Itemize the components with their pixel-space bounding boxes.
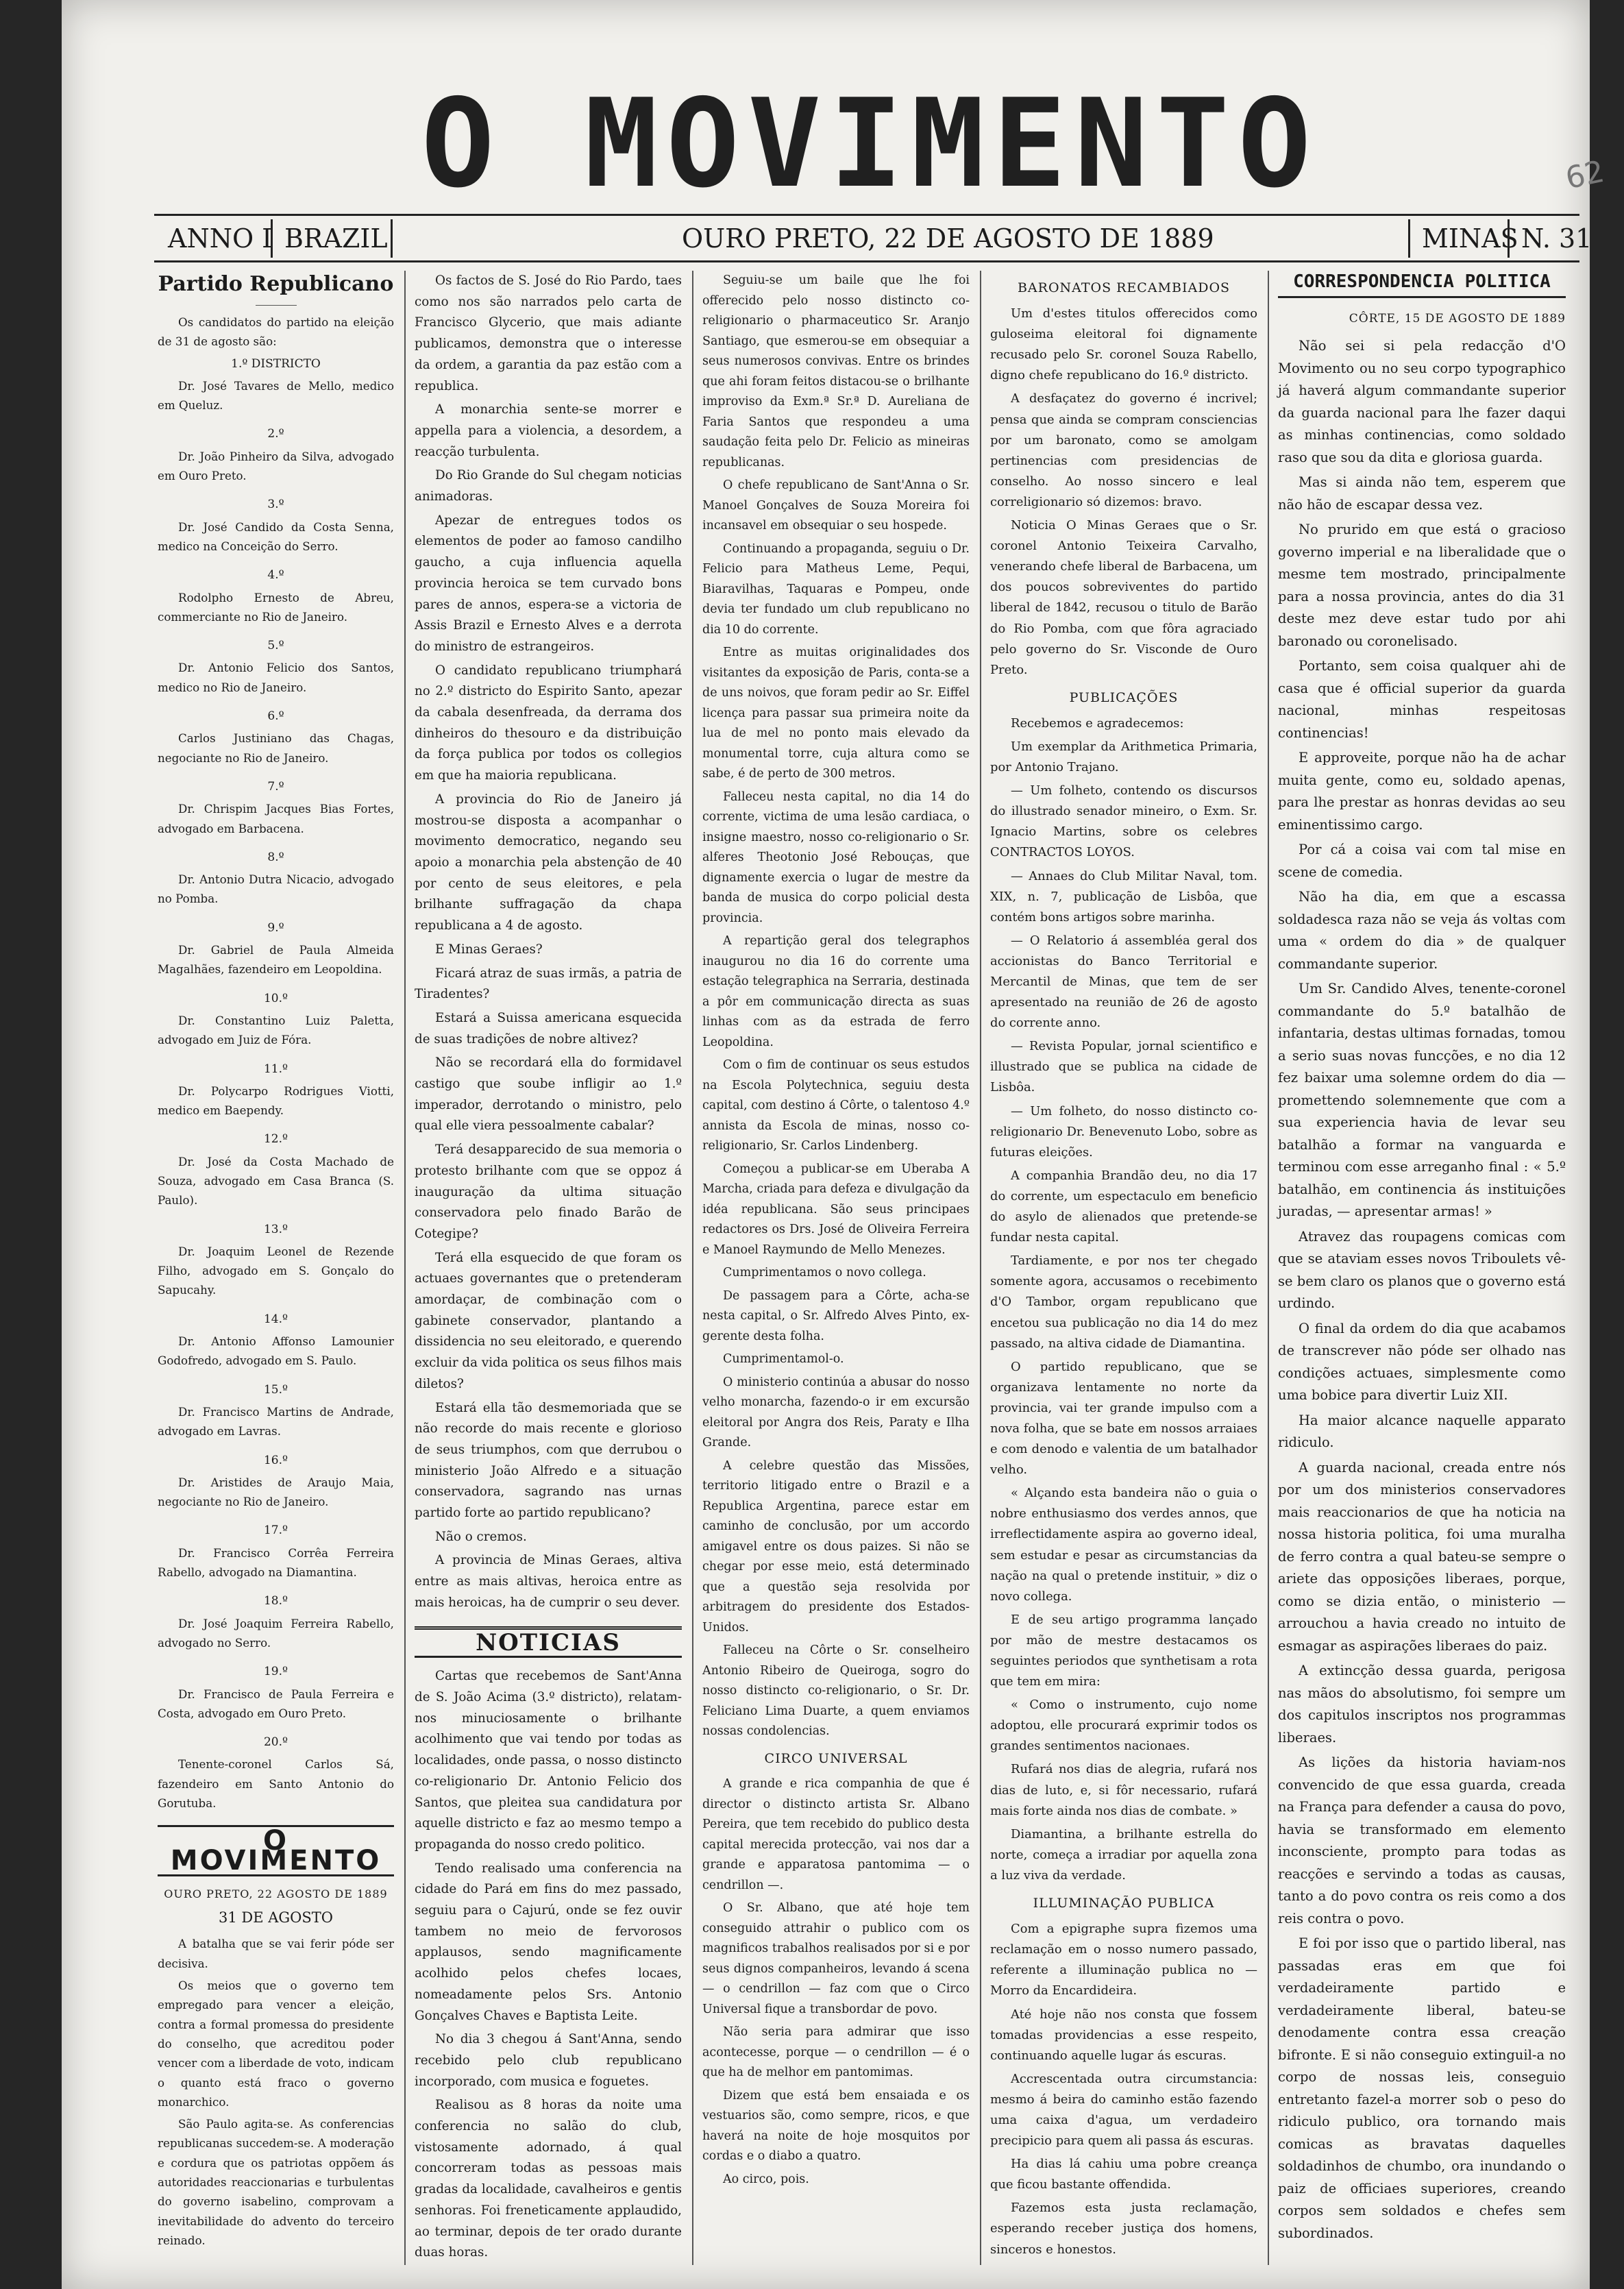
paragraph: O final da ordem do dia que acabamos de transcrever não póde ser olhado nas condições actuaes, simplesmente como uma bobice para divertir Luiz XII. bbox=[1278, 1320, 1566, 1403]
paragraph: São Paulo agita-se. As conferencias republicanas succedem-se. A moderação e cordura que os patriotas oppõem ás autoridades reaccionarias e turbulentas do governo isabelino, comprovam a inevitabilidade do advento do terceiro reinado. bbox=[158, 2117, 394, 2247]
candidate-entry: Dr. Antonio Affonso Lamounier Godofredo, advogado em S. Paulo. bbox=[158, 1334, 394, 1368]
newspaper-page bbox=[62, 0, 1608, 2289]
paragraph: « Alçando esta bandeira não o guia o nobre enthusiasmo dos verdes annos, que irreflectidamente aspira ao governo ideal, sem estudar e pesar as circumstancias da nação na qual o pretende instituir, » diz o novo collega. bbox=[990, 1486, 1257, 1604]
iluminacao-heading: ILLUMINAÇÃO PUBLICA bbox=[1033, 1896, 1215, 1911]
paragraph: A monarchia sente-se morrer e appella para a violencia, a desordem, a reacção turbulenta. bbox=[415, 402, 682, 459]
paragraph: A provincia de Minas Geraes, altiva entre as mais altivas, heroica entre as mais heroicas, ha de cumprir o seu dever. bbox=[415, 1553, 682, 1610]
paragraph: — Um folheto, do nosso distincto co-religionario Dr. Benevenuto Lobo, sobre as futuras eleições. bbox=[990, 1103, 1257, 1160]
district-label: 13.º bbox=[263, 1222, 288, 1236]
separator bbox=[391, 219, 393, 258]
column-rule bbox=[404, 271, 406, 2265]
district-label: 20.º bbox=[263, 1735, 288, 1750]
noticias-body bbox=[415, 1666, 682, 2264]
paragraph: Falleceu na Côrte o Sr. conselheiro Antonio Ribeiro de Queiroga, sogro do nosso distincto co-religionario, o Sr. Dr. Feliciano Lima Duarte, a quem enviamos nossas condolencias. bbox=[702, 1643, 970, 1738]
column-rule bbox=[692, 271, 693, 2265]
baronatos-heading: BARONATOS RECAMBIADOS bbox=[1017, 280, 1231, 295]
paragraph: Começou a publicar-se em Uberaba A Marcha, criada para defeza e divulgação da idéa republicana. São seus principaes redactores os Drs. José de Oliveira Ferreira e Manoel Raymundo de Mello Menezes. bbox=[702, 1162, 970, 1257]
paragraph: Realisou as 8 horas da noite uma conferencia no salão do club, vistosamente adornado, á qual concorreram todas as pessoas mais gradas da localidade, cavalheiros e gentis senhoras. Foi freneticamente applaudido, ao terminar, depois de ter orado durante duas horas. bbox=[415, 2098, 682, 2260]
paragraph: Terá desapparecido de sua memoria o protesto brilhante com que se oppoz á inauguração da ultima situação conservadora pelo finado Barão de Cotegipe? bbox=[415, 1142, 682, 1241]
editorial-body bbox=[158, 1934, 394, 2250]
column-partido-republicano bbox=[158, 271, 394, 2272]
paragraph: O Sr. Albano, que até hoje tem conseguido attrahir o publico com os magnificos trabalhos realisados por si e por seus dignos companheiros, levando á scena — o cendrillon — faz com que o Circo Universal fique a transbordar de povo. bbox=[702, 1901, 970, 2016]
paragraph: A grande e rica companhia de que é director o distincto artista Sr. Albano Pereira, que tem recebido do publico desta capital merecida protecção, vai nos dar a grande e apparatosa pantomima — o cendrillon —. bbox=[702, 1777, 970, 1892]
district-label: 16.º bbox=[263, 1453, 288, 1467]
place-date: OURO PRETO, 22 DE AGOSTO DE 1889 bbox=[682, 223, 1214, 254]
paragraph: Mas si ainda não tem, esperem que não hão de escapar dessa vez. bbox=[1278, 474, 1566, 513]
paragraph: O partido republicano, que se organizava lentamente no norte da provincia, vai ter grande impulso com a nova folha, que se bate em nossos arraiaes e com denodo e valentia de um batalhador velho. bbox=[990, 1359, 1257, 1478]
issue-info-bar bbox=[154, 218, 1592, 259]
paragraph: Os meios que o governo tem empregado para vencer a eleição, contra a formal promessa do presidente do conselho, que acreditou poder vencer com a liberdade de voto, indicam o quanto está fraco o governo monarchico. bbox=[158, 1979, 394, 2109]
correspondencia-heading: CORRESPONDENCIA POLITICA bbox=[1278, 271, 1566, 298]
candidate-entry: Dr. José Candido da Costa Senna, medico na Conceição do Serro. bbox=[158, 519, 394, 553]
paragraph: Um exemplar da Arithmetica Primaria, por Antonio Trajano. bbox=[990, 739, 1257, 775]
baronatos-body bbox=[990, 304, 1257, 681]
paragraph: Por cá a coisa vai com tal mise en scene de comedia. bbox=[1278, 842, 1566, 880]
paragraph: — Um folheto, contendo os discursos do illustrado senador mineiro, o Exm. Sr. Ignacio Martins, sobre os celebres CONTRACTOS LOYOS. bbox=[990, 783, 1257, 860]
district-label: 3.º bbox=[267, 498, 284, 512]
paragraph: A extincção dessa guarda, perigosa nas mãos do absolutismo, foi sempre um dos capitulos inscriptos nos programmas liberaes. bbox=[1278, 1663, 1566, 1746]
candidate-entry: Dr. Joaquim Leonel de Rezende Filho, advogado em S. Gonçalo do Sapucahy. bbox=[158, 1244, 394, 1297]
district-label: 8.º bbox=[267, 850, 284, 864]
candidate-entry: Carlos Justiniano das Chagas, negociante no Rio de Janeiro. bbox=[158, 731, 394, 765]
paragraph: Estará a Suissa americana esquecida de suas tradições de nobre altivez? bbox=[415, 1010, 682, 1046]
paragraph: Fazemos esta justa reclamação, esperando receber justiça dos homens, sinceros e honestos. bbox=[990, 2201, 1257, 2257]
paragraph: Cartas que recebemos de Sant'Anna de S. João Acima (3.º districto), relatam-nos minuciosamente o brilhante acolhimento que vai tendo por todas as localidades, onde passa, o nosso distincto co-religionario Dr. Antonio Felicio dos Santos, que pleitea sua candidatura por aquelle districto e faz ao mesmo tempo a propaganda do nosso credo politico. bbox=[415, 1669, 682, 1852]
candidate-entry: Dr. Aristides de Araujo Maia, negociante no Rio de Janeiro. bbox=[158, 1475, 394, 1509]
paragraph: No prurido em que está o gracioso governo imperial e na liberalidade que o mesme tem mostrado, principalmente para a nossa provincia, antes do dia 31 deste mez deve estar tudo por ahi baronado ou coronelisado. bbox=[1278, 522, 1566, 649]
district-label: 1.º DISTRICTO bbox=[231, 356, 321, 371]
paragraph: Ficará atraz de suas irmãs, a patria de Tiradentes? bbox=[415, 966, 682, 1002]
paragraph: Falleceu nesta capital, no dia 14 do corrente, victima de uma lesão cardiaca, o insigne maestro, nosso co-religionario o Sr. alferes Theotonio José Rebouças, que dignamente exercia o lugar de mestre da banda de musica do corpo policial desta provincia. bbox=[702, 789, 970, 925]
info-bottom-rule bbox=[154, 260, 1579, 262]
paragraph: Terá ella esquecido de que foram os actuaes governantes que o pretenderam amordaçar, de combinação com o gabinete conservador, plantando a dissidencia no seu eleitorado, e querendo excluir da vida politica os seus filhos mais diletos? bbox=[415, 1250, 682, 1391]
circo-heading: CIRCO UNIVERSAL bbox=[764, 1750, 908, 1766]
paragraph: Dizem que está bem ensaiada e os vestuarios são, como sempre, ricos, e que haverá na noite de hoje mosquitos por cordas e o diabo a quatro. bbox=[702, 2088, 970, 2163]
candidate-entry: Tenente-coronel Carlos Sá, fazendeiro em Santo Antonio do Gorutuba. bbox=[158, 1757, 394, 1810]
column-editorial-continued bbox=[415, 271, 682, 2272]
paragraph: As lições da historia haviam-nos convencido de que essa guarda, creada na França para defender a causa do povo, havia se transformado em elemento inconsciente, prompto para todas as reacções e servindo a todas as causas, tanto a do povo contra os reis como a dos reis contra o povo. bbox=[1278, 1754, 1566, 1926]
candidate-entry: Dr. Antonio Dutra Nicacio, advogado no Pomba. bbox=[158, 872, 394, 906]
district-label: 18.º bbox=[263, 1594, 288, 1608]
district-label: 10.º bbox=[263, 991, 288, 1005]
paragraph: Rufará nos dias de alegria, rufará nos dias de luto, e, si fôr necessario, rufará mais forte ainda nos dias de combate. » bbox=[990, 1762, 1257, 1818]
anno-label: ANNO I bbox=[168, 223, 273, 254]
noticias-heading: NOTICIAS bbox=[415, 1626, 682, 1658]
paragraph: Seguiu-se um baile que lhe foi offerecido pelo nosso distincto co-religionario o pharmaceutico Sr. Aranjo Santiago, que esmerou-se em obsequiar a seus numerosos convivas. Entre os brindes que ahi foram feitos distacou-se o brilhante improviso da Exm.ª Sr.ª D. Aureliana de Faria Santos que respondeu a uma saudação feita pelo Dr. Felicio as mineiras republicanas. bbox=[702, 273, 970, 469]
paragraph: A celebre questão das Missões, territorio litigado entre o Brazil e a Republica Argentina, parece estar em caminho de conclusão, por um accordo amigavel entre os dous paizes. Si não se chegar por esse meio, está determinado que a questão seja resolvida por arbitragem do presidente dos Estados-Unidos. bbox=[702, 1458, 970, 1635]
margin-handwritten-note: 62 bbox=[1562, 154, 1608, 197]
candidate-entry: Dr. Polycarpo Rodrigues Viotti, medico em Baependy. bbox=[158, 1084, 394, 1118]
top-rule bbox=[154, 214, 1579, 216]
district-label: 2.º bbox=[267, 427, 284, 441]
column-correspondencia bbox=[1278, 271, 1566, 2272]
state-label: MINAS bbox=[1422, 223, 1518, 254]
district-label: 19.º bbox=[263, 1665, 288, 1679]
paragraph: — Revista Popular, jornal scientifico e illustrado que se publica na cidade de Lisbôa. bbox=[990, 1039, 1257, 1095]
separator bbox=[271, 219, 273, 258]
paragraph: A companhia Brandão deu, no dia 17 do corrente, um espectaculo em beneficio do asylo de alienados que pretende-se fundar nesta capital. bbox=[990, 1168, 1257, 1245]
paragraph: O chefe republicano de Sant'Anna o Sr. Manoel Gonçalves de Souza Moreira foi incansavel em obsequiar o seu hospede. bbox=[702, 478, 970, 533]
paragraph: A guarda nacional, creada entre nós por um dos ministerios conservadores mais reaccionarios de que ha noticia na nossa historia politica, foi uma muralha de ferro contra a qual bateu-se sempre o ariete das opposições liberaes, porque, como se dizia então, o ministerio — arrouchou a havia creado no intuito de esmagar as aspirações liberaes do paiz. bbox=[1278, 1459, 1566, 1654]
paragraph: Estará ella tão desmemoriada que se não recorde do mais recente e glorioso de seus triumphos, com que derrubou o ministerio João Alfredo e a situação conservadora, sagrando nas urnas partido forte ao partido republicano? bbox=[415, 1400, 682, 1521]
paragraph: Noticia O Minas Geraes que o Sr. coronel Antonio Teixeira Carvalho, venerando chefe liberal de Barbacena, um dos poucos sobreviventes do partido liberal de 1842, recusou o titulo de Barão do Rio Pomba, com que fôra agraciado pelo governo do Sr. Visconde de Ouro Preto. bbox=[990, 518, 1257, 677]
candidate-entry: Dr. Francisco Martins de Andrade, advogado em Lavras. bbox=[158, 1404, 394, 1439]
district-label: 11.º bbox=[263, 1062, 288, 1076]
paragraph: Do Rio Grande do Sul chegam noticias animadoras. bbox=[415, 468, 682, 504]
district-label: 7.º bbox=[267, 779, 284, 794]
paragraph: Recebemos e agradecemos: bbox=[1011, 715, 1184, 731]
separator bbox=[1408, 219, 1410, 258]
paragraph: O ministerio continúa a abusar do nosso velho monarcha, fazendo-o ir em excursão eleitoral por Angra dos Reis, Paraty e Ilha Grande. bbox=[702, 1375, 970, 1449]
column-rule bbox=[980, 271, 981, 2265]
issue-number: N. 31 bbox=[1521, 223, 1592, 254]
separator bbox=[1508, 219, 1510, 258]
paragraph: Ao circo, pois. bbox=[723, 2172, 809, 2186]
candidate-list bbox=[158, 354, 394, 1813]
paragraph: Um Sr. Candido Alves, tenente-coronel commandante do 5.º batalhão de infantaria, destas ultimas fornadas, tomou a serio suas novas funcções, e no dia 12 fez baixar uma solemne ordem do dia — promettendo solemnemente que com a sua experiencia havia de levar seu batalhão a formar na vanguarda e terminou com esse arreganho final : « 5.º batalhão, em continencia ás instituições juradas, — apresentar armas! » bbox=[1278, 981, 1566, 1219]
section-heading: Partido Republicano bbox=[158, 272, 394, 296]
paragraph: A desfaçatez do governo é incrivel; pensa que ainda se compram consciencias por um baronato, como se amolgam pertinencias com presidencias de conselho. Ao nosso sincero e leal correligionario só dizemos: bravo. bbox=[990, 391, 1257, 509]
paragraph: Cumprimentamos o novo collega. bbox=[723, 1266, 926, 1280]
column-baronatos-publicacoes bbox=[990, 271, 1257, 2272]
paragraph: E de seu artigo programma lançado por mão de mestre destacamos os seguintes periodos que synthetisam a rota que tem em mira: bbox=[990, 1612, 1257, 1689]
column-noticias-continued bbox=[702, 271, 970, 2272]
paragraph: Diamantina, a brilhante estrella do norte, começa a irradiar por aquella zona a luz viva da verdade. bbox=[990, 1826, 1257, 1883]
paragraph: Ha dias lá cahiu uma pobre creança que ficou bastante offendida. bbox=[990, 2157, 1257, 2192]
candidate-entry: Dr. Chrispim Jacques Bias Fortes, advogado em Barbacena. bbox=[158, 802, 394, 835]
paragraph: Tardiamente, e por nos ter chegado somente agora, accusamos o recebimento d'O Tambor, orgam republicano que encetou sua publicação no dia 14 do mez passado, na altiva cidade de Diamantina. bbox=[990, 1253, 1257, 1351]
district-label: 17.º bbox=[263, 1523, 288, 1538]
editorial-dateline: OURO PRETO, 22 AGOSTO DE 1889 bbox=[164, 1887, 388, 1900]
paragraph: Tendo realisado uma conferencia na cidade do Pará em fins do mez passado, seguiu para o Cajurú, onde se fez ouvir tambem no meio de fervorosos applausos, sendo magnificamente acolhido pelos chefes locaes, nomeadamente pelos Srs. Antonio Gonçalves Chaves e Baptista Leite. bbox=[415, 1861, 682, 2023]
paragraph: De passagem para a Côrte, acha-se nesta capital, o Sr. Alfredo Alves Pinto, ex-gerente desta folha. bbox=[702, 1288, 970, 1343]
circo-body bbox=[702, 1774, 970, 2190]
paragraph: Os factos de S. José do Rio Pardo, taes como nos são narrados pelo carta de Francisco Glycerio, que mais adiante publicamos, demonstra que o interesse da ordem, a garantia da paz estão com a republica. bbox=[415, 273, 682, 393]
district-label: 5.º bbox=[267, 639, 284, 653]
editorial-subhead: 31 DE AGOSTO bbox=[218, 1909, 333, 1926]
paragraph: Entre as muitas originalidades dos visitantes da exposição de Paris, conta-se a de uns noivos, que foram pedir ao Sr. Eiffel licença para passar sua primeira noite da lua de mel no ponto mais elevado da monumental torre, cuja altura como se sabe, é de perto de 300 metros. bbox=[702, 646, 970, 781]
paragraph: Não o cremos. bbox=[435, 1529, 527, 1544]
column-rule bbox=[1268, 271, 1269, 2265]
paragraph: Atravez das roupagens comicas com que se ataviam esses novos Triboulets vê-se bem claro os planos que o governo está urdindo. bbox=[1278, 1228, 1566, 1311]
paragraph: O candidato republicano triumphará no 2.º districto do Espirito Santo, apezar da cabala desenfreada, da derrama dos dinheiros do thesouro e da distribuição da força publica por todos os collegios em que ha maioria republicana. bbox=[415, 663, 682, 783]
iluminacao-body bbox=[990, 1919, 1257, 2260]
paragraph: Apezar de entregues todos os elementos de poder ao famoso candilho gaucho, a cuja influencia aquella provincia heroica se tem curvado bons pares de annos, espera-se a victoria de Assis Brazil e Ernesto Alves e a derrota do ministro de estrangeiros. bbox=[415, 513, 682, 654]
candidate-entry: Dr. José Joaquim Ferreira Rabello, advogado no Serro. bbox=[158, 1616, 394, 1650]
candidate-entry: Dr. Francisco Corrêa Ferreira Rabello, advogado na Diamantina. bbox=[158, 1545, 394, 1580]
paragraph: E approveite, porque não ha de achar muita gente, como eu, soldado apenas, para lhe prestar as honras devidas ao seu eminentissimo cargo. bbox=[1278, 750, 1566, 833]
paragraph: Ha maior alcance naquelle apparato ridiculo. bbox=[1278, 1412, 1566, 1450]
correspondencia-dateline: CÔRTE, 15 DE AGOSTO DE 1889 bbox=[1349, 311, 1566, 326]
paragraph: Os candidatos do partido na eleição de 31 de agosto são: bbox=[158, 315, 394, 349]
paragraph: Até hoje não nos consta que fossem tomadas providencias a esse respeito, continuando aquelle lugar ás escuras. bbox=[990, 2007, 1257, 2063]
noticias-continued-body bbox=[702, 271, 970, 1742]
paragraph: — O Relatorio á assembléa geral dos accionistas do Banco Territorial e Mercantil de Minas, que tem de ser apresentado na reunião de 26 de agosto do corrente anno. bbox=[990, 933, 1257, 1031]
paragraph: Continuando a propaganda, seguiu o Dr. Felicio para Matheus Leme, Pequi, Biaravilhas, Taquaras e Pompeu, onde devia ter fundado um club republicano no dia 10 do corrente. bbox=[702, 541, 970, 637]
candidate-entry: Dr. Gabriel de Paula Almeida Magalhães, fazendeiro em Leopoldina. bbox=[158, 943, 394, 977]
district-label: 12.º bbox=[263, 1132, 288, 1147]
paragraph: « Como o instrumento, cujo nome adoptou, elle procurará exprimir todos os grandes sentimentos nacionaes. bbox=[990, 1698, 1257, 1754]
correspondencia-body bbox=[1278, 335, 1566, 2244]
paragraph: Não se recordará ella do formidavel castigo que soube infligir ao 1.º imperador, derrotando o ministro, pelo qual elle viera pessoalmente cabalar? bbox=[415, 1055, 682, 1134]
paragraph: Não ha dia, em que a escassa soldadesca raza não se veja ás voltas com uma « ordem do dia » de qualquer commandante superior. bbox=[1278, 889, 1566, 972]
masthead-title: O MOVIMENTO bbox=[421, 73, 1320, 215]
district-label: 4.º bbox=[267, 568, 284, 583]
candidate-entry: Dr. Antonio Felicio dos Santos, medico no Rio de Janeiro. bbox=[158, 661, 394, 694]
editorial-continued-body bbox=[415, 271, 682, 1614]
candidate-entry: Dr. Francisco de Paula Ferreira e Costa, advogado em Ouro Preto. bbox=[158, 1687, 394, 1720]
paragraph: — Annaes do Club Militar Naval, tom. XIX, n. 7, publicação de Lisbôa, que contém bons artigos sobre marinha. bbox=[990, 868, 1257, 925]
paragraph: A repartição geral dos telegraphos inaugurou no dia 16 do corrente uma estação telegraphica na Serraria, destinada a pôr em communicação directa as suas linhas com as da estrada de ferro Leopoldina. bbox=[702, 934, 970, 1049]
paragraph: Não sei si pela redacção d'O Movimento ou no seu corpo typographico já haverá algum commandante superior da guarda nacional para lhe fazer daqui as minhas continencias, como soldado raso que sou da dita e gloriosa guarda. bbox=[1278, 338, 1566, 465]
publicacoes-heading: PUBLICAÇÕES bbox=[1069, 689, 1179, 705]
paragraph: Um d'estes titulos offerecidos como guloseima eleitoral foi dignamente recusado pelo Sr. coronel Souza Rabello, digno chefe republicano do 16.º districto. bbox=[990, 306, 1257, 383]
paragraph: A provincia do Rio de Janeiro já mostrou-se disposta a acompanhar o movimento democratico, negando seu apoio a monarchia pela abstenção de 40 por cento de seus eleitores, e pela brilhante suffragação da chapa republicana a 4 de agosto. bbox=[415, 792, 682, 933]
candidate-entry: Dr. José da Costa Machado de Souza, advogado em Casa Branca (S. Paulo). bbox=[158, 1154, 394, 1208]
publicacoes-body bbox=[990, 713, 1257, 1886]
paragraph: Com a epigraphe supra fizemos uma reclamação em o nosso numero passado, referente a illuminação publica no — Morro da Encardideira. bbox=[990, 1922, 1257, 1998]
country-label: BRAZIL bbox=[284, 223, 388, 254]
district-label: 14.º bbox=[263, 1312, 288, 1326]
paragraph: E foi por isso que o partido liberal, nas passadas eras em que foi verdadeiramente partido e verdadeiramente liberal, bateu-se denodamente contra essa creação bifronte. E si não conseguio extinguil-a no corpo de nossas leis, conseguio entretanto fazel-a morrer sob o peso do ridiculo publico, ora tornando mais comicas as bravatas daquelles soldadinhos de chumbo, ora inundando o paiz de officiaes superiores, creando corpos sem soldados e chefes sem subordinados. bbox=[1278, 1935, 1566, 2241]
paragraph: Portanto, sem coisa qualquer ahi de casa que é official superior da guarda nacional, minhas respeitosas continencias! bbox=[1278, 658, 1566, 741]
paragraph: Com o fim de continuar os seus estudos na Escola Polytechnica, seguiu desta capital, com destino á Côrte, o talentoso 4.º annista da Escola de minas, nosso co-religionario, Sr. Carlos Lindenberg. bbox=[702, 1058, 970, 1153]
paragraph: Cumprimentamol-o. bbox=[723, 1352, 844, 1366]
district-label: 6.º bbox=[267, 709, 284, 724]
district-label: 15.º bbox=[263, 1382, 288, 1397]
district-label: 9.º bbox=[267, 920, 284, 935]
paragraph: E Minas Geraes? bbox=[435, 942, 543, 957]
paragraph: A batalha que se vai ferir póde ser decisiva. bbox=[158, 1937, 394, 1970]
candidate-entry: Rodolpho Ernesto de Abreu, commerciante no Rio de Janeiro. bbox=[158, 590, 394, 624]
paragraph: No dia 3 chegou á Sant'Anna, sendo recebido pelo club republicano incorporado, com musica e foguetes. bbox=[415, 2032, 682, 2089]
editorial-box-title: O MOVIMENTO bbox=[158, 1825, 394, 1876]
candidate-entry: Dr. José Tavares de Mello, medico em Queluz. bbox=[158, 378, 394, 413]
candidate-entry: Dr. João Pinheiro da Silva, advogado em Ouro Preto. bbox=[158, 449, 394, 483]
candidate-entry: Dr. Constantino Luiz Paletta, advogado em Juiz de Fóra. bbox=[158, 1013, 394, 1047]
paragraph: Não seria para admirar que isso acontecesse, porque — o cendrillon — é o que ha de melhor em pantomimas. bbox=[702, 2025, 970, 2079]
paragraph: Accrescentada outra circumstancia: mesmo á beira do caminho estão fazendo uma caixa d'agua, um verdadeiro precipicio para quem ali passa ás escuras. bbox=[990, 2071, 1257, 2149]
